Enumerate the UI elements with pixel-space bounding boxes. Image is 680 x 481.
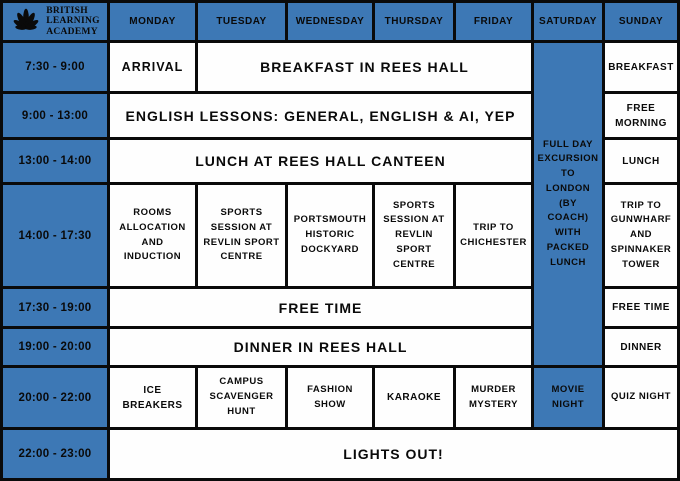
brand-line-3: ACADEMY [46,26,98,37]
cell-monday-ice-breakers: ICE BREAKERS [110,368,195,427]
cell-sunday-breakfast: BREAKFAST [605,43,677,91]
day-header-tuesday: TUESDAY [198,3,285,40]
cell-saturday-london-excursion: FULL DAY EXCURSION TO LONDON (BY COACH) WITH PACKED LUNCH [534,43,602,365]
time-slot-8: 22:00 - 23:00 [3,430,107,478]
day-header-thursday: THURSDAY [375,3,453,40]
fan-book-icon [10,8,42,36]
cell-saturday-movie-night: MOVIE NIGHT [534,368,602,427]
cell-free-time: FREE TIME [110,289,531,326]
day-header-wednesday: WEDNESDAY [288,3,372,40]
time-slot-6: 19:00 - 20:00 [3,329,107,365]
brand-name [46,6,100,37]
time-slot-7: 20:00 - 22:00 [3,368,107,427]
cell-lights-out: LIGHTS OUT! [110,430,677,478]
cell-english-lessons: ENGLISH LESSONS: GENERAL, ENGLISH & AI, YEP [110,94,531,137]
cell-monday-arrival: ARRIVAL [110,43,195,91]
day-header-monday: MONDAY [110,3,195,40]
time-slot-5: 17:30 - 19:00 [3,289,107,326]
cell-wednesday-historic-dockyard: PORTSMOUTH HISTORIC DOCKYARD [288,185,372,286]
cell-friday-murder-mystery: MURDER MYSTERY [456,368,531,427]
cell-sunday-dinner: DINNER [605,329,677,365]
cell-friday-trip-chichester: TRIP TO CHICHESTER [456,185,531,286]
cell-sunday-free-morning: FREE MORNING [605,94,677,137]
cell-wednesday-fashion-show: FASHION SHOW [288,368,372,427]
cell-sunday-lunch: LUNCH [605,140,677,182]
cell-breakfast-rees-hall: BREAKFAST IN REES HALL [198,43,531,91]
time-slot-4: 14:00 - 17:30 [3,185,107,286]
cell-monday-rooms-allocation: ROOMS ALLOCATION AND INDUCTION [110,185,195,286]
time-slot-1: 7:30 - 9:00 [3,43,107,91]
cell-thursday-karaoke: KARAOKE [375,368,453,427]
time-slot-3: 13:00 - 14:00 [3,140,107,182]
cell-sunday-quiz-night: QUIZ NIGHT [605,368,677,427]
brand-line-2: LEARNING [46,16,100,27]
cell-dinner-rees-hall: DINNER IN REES HALL [110,329,531,365]
day-header-sunday: SUNDAY [605,3,677,40]
cell-tuesday-sports-session: SPORTS SESSION AT REVLIN SPORT CENTRE [198,185,285,286]
day-header-friday: FRIDAY [456,3,531,40]
cell-sunday-free-time: FREE TIME [605,289,677,326]
cell-thursday-sports-session: SPORTS SESSION AT REVLIN SPORT CENTRE [375,185,453,286]
cell-lunch-canteen: LUNCH AT REES HALL CANTEEN [110,140,531,182]
brand-logo [3,3,107,40]
time-slot-2: 9:00 - 13:00 [3,94,107,137]
brand-line-1: BRITISH [46,5,88,16]
cell-tuesday-scavenger-hunt: CAMPUS SCAVENGER HUNT [198,368,285,427]
day-header-saturday: SATURDAY [534,3,602,40]
cell-sunday-gunwharf-spinnaker: TRIP TO GUNWHARF AND SPINNAKER TOWER [605,185,677,286]
